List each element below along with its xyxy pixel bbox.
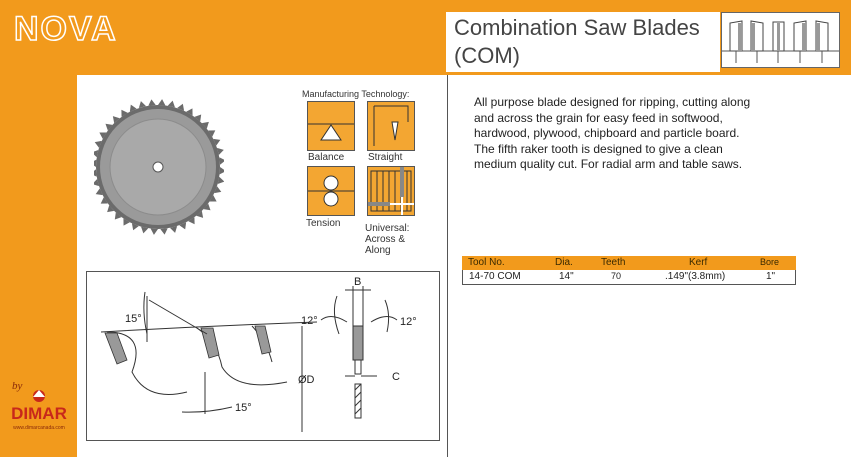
table-header (462, 256, 796, 270)
cell-dia: 14" (559, 271, 574, 282)
label-b: B (354, 276, 362, 288)
universal-label: Universal: Across & Along (365, 223, 410, 256)
page-title: Combination Saw Blades (454, 15, 700, 40)
page-subtitle: (COM) (454, 43, 520, 68)
blade-tooth (148, 99, 155, 105)
saw-blade-image (94, 97, 224, 237)
cell-tool-no: 14-70 COM (469, 271, 521, 282)
header-teeth: Teeth (601, 257, 626, 268)
table-row (462, 270, 796, 285)
header-dia: Dia. (555, 257, 573, 268)
product-description: All purpose blade designed for ripping, cutting along and across the grain for easy feed in softwood, hardwood, plywood, chipboard and particle board. The fifth raker tooth is designed to give a clean medium quality cut. For radial arm and table saws. (474, 95, 751, 171)
label-c: C (392, 371, 400, 383)
blade-tooth (220, 167, 224, 174)
balance-icon (307, 101, 355, 151)
teeth-profile-icon (721, 12, 840, 68)
blade-tooth (151, 229, 158, 235)
straight-icon (367, 101, 415, 151)
nova-logo: NOVA (14, 10, 118, 48)
dimar-name: DIMAR (11, 404, 67, 423)
tension-label: Tension (306, 218, 341, 229)
cell-bore: 1" (766, 271, 776, 282)
angle-label-top-left: 15° (125, 313, 142, 325)
header-kerf: Kerf (689, 257, 708, 268)
blade-tooth (158, 99, 165, 105)
tooth-geometry-diagram (86, 271, 440, 441)
column-divider (447, 75, 448, 457)
title-panel (446, 12, 720, 72)
manufacturing-title: Manufacturing Technology: (302, 89, 410, 99)
blade-tooth (219, 157, 224, 164)
straight-label: Straight (368, 152, 403, 163)
by-label: by (12, 380, 23, 392)
balance-label: Balance (308, 152, 345, 163)
tension-icon (307, 166, 355, 216)
header-bore: Bore (760, 257, 780, 267)
angle-label-left: 12° (301, 315, 318, 327)
angle-label-right: 12° (400, 316, 417, 328)
header-tool-no: Tool No. (468, 257, 505, 268)
angle-label-bottom: 15° (235, 402, 252, 414)
universal-icon (367, 166, 415, 216)
dimar-site: www.dimarcanada.com (13, 425, 65, 431)
dimar-logo (6, 388, 72, 443)
blade-tooth (160, 228, 167, 234)
cell-kerf: .149"(3.8mm) (665, 271, 726, 282)
cell-teeth: 70 (611, 271, 622, 281)
diameter-label: ØD (298, 374, 315, 386)
